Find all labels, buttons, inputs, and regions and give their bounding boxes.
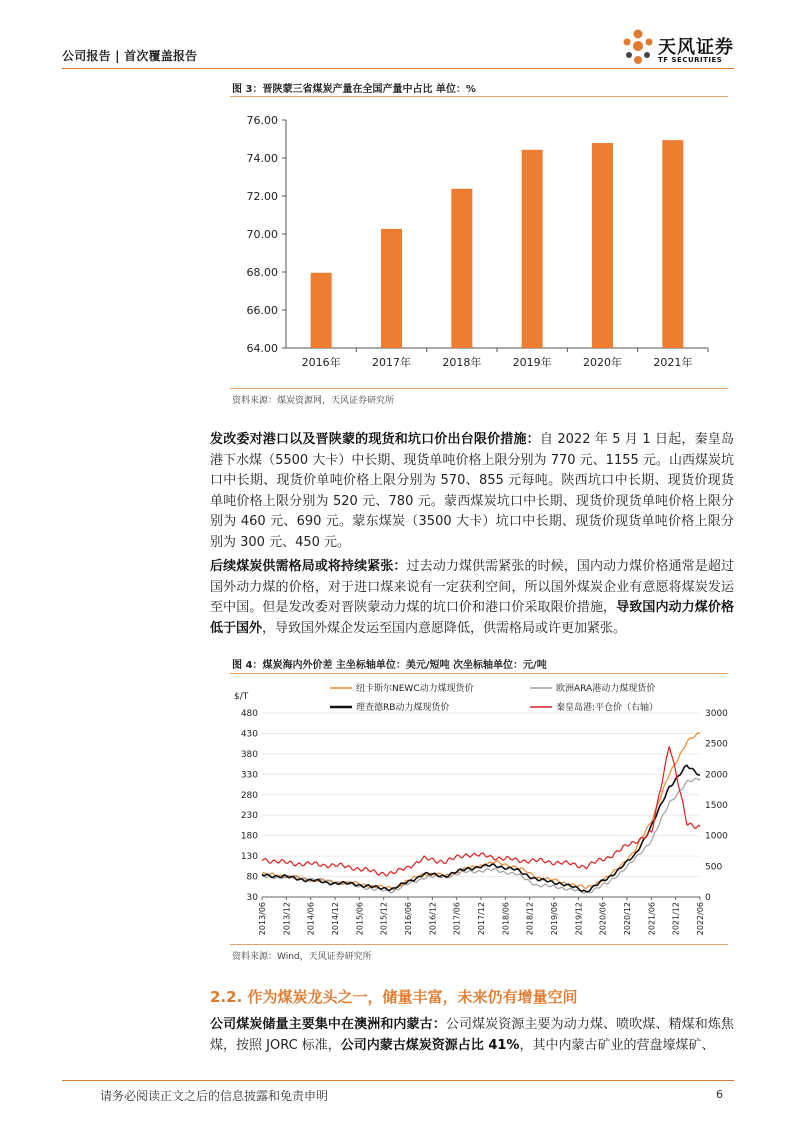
y-tick-label: 66.00 bbox=[246, 304, 278, 317]
y-tick-label: 430 bbox=[240, 729, 258, 740]
logo-text-en: TF SECURITIES bbox=[658, 56, 723, 64]
y-tick-label: 230 bbox=[240, 811, 258, 822]
logo-text-cn: 天风证券 bbox=[658, 37, 734, 58]
footer-divider bbox=[62, 1080, 734, 1081]
paragraph-supply-demand bbox=[210, 557, 734, 639]
x-tick-label: 2018/12 bbox=[525, 902, 535, 936]
report-type: 公司报告 | 首次覆盖报告 bbox=[62, 49, 198, 63]
x-tick-label: 2020年 bbox=[583, 356, 622, 369]
legend-label: 欧洲ARA港动力煤现货价 bbox=[556, 684, 656, 694]
figure4-title: 图 4：煤炭海内外价差 主坐标轴单位：美元/短吨 次坐标轴单位：元/吨 bbox=[232, 660, 547, 671]
bar bbox=[311, 273, 332, 348]
x-tick-label: 2019/12 bbox=[574, 902, 584, 936]
x-tick-label: 2020/12 bbox=[623, 902, 632, 936]
y-tick-label: 480 bbox=[240, 709, 258, 719]
paragraph-reserves-body: 公司煤炭资源主要为动力煤、喷吹煤、精煤和炼焦煤，按照 JORC 标准， bbox=[210, 1017, 734, 1053]
logo-dot bbox=[624, 39, 631, 46]
bar bbox=[662, 140, 683, 348]
x-tick-label: 2013/06 bbox=[258, 902, 267, 936]
paragraph-reserves-tail: ，其中内蒙古矿业的营盘壕煤矿、 bbox=[519, 1037, 715, 1053]
paragraph-supply-demand-tail: ，导致国外煤企发运至国内意愿降低，供需格局或许更加紧张。 bbox=[262, 620, 627, 636]
page-number: 6 bbox=[716, 1088, 723, 1101]
y2-tick-label: 2500 bbox=[705, 739, 728, 750]
y-tick-label: 76.00 bbox=[246, 114, 278, 127]
y-tick-label: 68.00 bbox=[246, 266, 278, 279]
logo-dot bbox=[634, 30, 643, 39]
y-tick-label: 64.00 bbox=[246, 342, 278, 355]
paragraph-supply-demand-lead: 后续煤炭供需格局或将持续紧张： bbox=[210, 559, 407, 574]
figure4-line-chart bbox=[230, 677, 728, 939]
y-tick-label: 380 bbox=[240, 749, 258, 760]
y2-tick-label: 1000 bbox=[705, 831, 728, 842]
x-tick-label: 2021/12 bbox=[671, 902, 681, 936]
paragraph-reserves-emphasis: 公司内蒙古煤炭资源占比 41% bbox=[340, 1037, 520, 1053]
y-tick-label: 180 bbox=[240, 831, 258, 842]
logo-icon bbox=[620, 28, 656, 66]
logo-dot bbox=[626, 52, 632, 58]
x-tick-label: 2018/06 bbox=[501, 902, 511, 936]
footer-disclaimer: 请务必阅读正文之后的信息披露和免责申明 bbox=[100, 1089, 329, 1103]
x-tick-label: 2014/06 bbox=[306, 902, 316, 936]
x-tick-label: 2021年 bbox=[653, 356, 693, 369]
section-heading: 2.2. 作为煤炭龙头之一，储量丰富，未来仍有增量空间 bbox=[210, 988, 578, 1006]
y-tick-label: 30 bbox=[246, 893, 258, 903]
series-line bbox=[262, 733, 700, 890]
logo-dot bbox=[633, 41, 643, 51]
paragraph-supply-demand-body: 过去动力煤供需紧张的时候，国内动力煤价格通常是超过国外动力煤的价格，对于进口煤来说有一定获利空间，所以国外煤炭企业有意愿将煤炭发运至中国。但是发改委对晋陕蒙动力煤的坑口价和港口价采取限价措施， bbox=[210, 559, 734, 616]
paragraph-reserves-lead: 公司煤炭储量主要集中在澳洲和内蒙古： bbox=[210, 1017, 446, 1032]
figure3-bottom-rule bbox=[230, 388, 728, 389]
logo-mark bbox=[620, 28, 656, 66]
y-tick-label: 330 bbox=[240, 770, 258, 781]
figure3-bar-chart bbox=[230, 100, 728, 382]
logo-dot bbox=[634, 56, 642, 64]
x-tick-label: 2017年 bbox=[372, 356, 411, 369]
legend-label: 秦皇岛港:平仓价（右轴） bbox=[556, 703, 659, 713]
x-tick-label: 2015/12 bbox=[379, 902, 389, 936]
y-tick-label: 80 bbox=[246, 872, 258, 883]
paragraph-price-cap-lead: 发改委对港口以及晋陕蒙的现货和坑口价出台限价措施： bbox=[210, 432, 540, 447]
x-tick-label: 2022/06 bbox=[696, 902, 705, 936]
x-tick-label: 2016/06 bbox=[404, 902, 413, 936]
x-tick-label: 2014/12 bbox=[331, 902, 340, 936]
legend-label: 理查德RB动力煤现货价 bbox=[356, 703, 450, 713]
x-tick-label: 2020/06 bbox=[598, 902, 608, 936]
bar bbox=[592, 143, 613, 348]
paragraph-reserves bbox=[210, 1015, 734, 1056]
x-tick-label: 2013/12 bbox=[282, 902, 292, 936]
x-tick-label: 2016年 bbox=[301, 356, 341, 369]
x-tick-label: 2016/12 bbox=[428, 902, 438, 936]
y2-tick-label: 3000 bbox=[705, 709, 728, 719]
y2-tick-label: 2000 bbox=[705, 770, 728, 781]
x-tick-label: 2015/06 bbox=[355, 902, 365, 936]
y-tick-label: 130 bbox=[240, 852, 258, 863]
legend-label: 纽卡斯尔NEWC动力煤现货价 bbox=[356, 684, 474, 694]
bar bbox=[381, 229, 402, 348]
figure3-top-rule bbox=[230, 96, 728, 97]
figure4-top-rule bbox=[230, 673, 728, 674]
y2-tick-label: 1500 bbox=[705, 801, 728, 811]
y-tick-label: 280 bbox=[240, 790, 258, 801]
y-tick-label: 70.00 bbox=[246, 228, 278, 241]
x-tick-label: 2018年 bbox=[442, 356, 482, 369]
y-tick-label: 72.00 bbox=[246, 190, 278, 203]
series-line bbox=[262, 765, 700, 892]
x-tick-label: 2017/06 bbox=[452, 902, 462, 936]
logo-dot bbox=[644, 52, 650, 58]
y-tick-label: 74.00 bbox=[246, 152, 278, 165]
figure4-bottom-rule bbox=[230, 944, 728, 945]
x-tick-label: 2019年 bbox=[512, 356, 552, 369]
logo-dot bbox=[646, 39, 653, 46]
x-tick-label: 2019/06 bbox=[550, 902, 559, 936]
y-axis-unit: $/T bbox=[234, 692, 249, 702]
figure3-source: 资料来源：煤炭资源网，天风证券研究所 bbox=[232, 396, 395, 406]
figure3-title: 图 3：晋陕蒙三省煤炭产量在全国产量中占比 单位：% bbox=[232, 84, 476, 95]
paragraph-price-cap bbox=[210, 430, 734, 554]
paragraph-supply-demand-emphasis: 导致国内动力煤价格低于国外 bbox=[210, 600, 734, 636]
x-tick-label: 2017/12 bbox=[477, 902, 486, 936]
bar bbox=[522, 150, 543, 348]
figure4-source: 资料来源：Wind，天风证券研究所 bbox=[232, 952, 372, 962]
y2-tick-label: 0 bbox=[705, 893, 711, 903]
x-tick-label: 2021/06 bbox=[647, 902, 657, 936]
header-divider bbox=[62, 68, 734, 69]
bar bbox=[451, 189, 472, 348]
paragraph-price-cap-body: 自 2022 年 5 月 1 日起，秦皇岛港下水煤（5500 大卡）中长期、现货单吨价格上限分别为 770 元、1155 元。山西煤炭坑口中长期、现货价单吨价格上限分别为 570、855 元每吨。陕西坑口中长期、现货价现货单吨价格上限分别为 520 元、780 元。蒙西煤炭坑口中长期、现货价现货单吨价格上限分别为 460 元、690 元。蒙东煤炭（3500 大卡）坑口中长期、现货价现货单吨价格上限分别为 300 元、450 元。 bbox=[210, 432, 734, 550]
y2-tick-label: 500 bbox=[705, 862, 723, 873]
